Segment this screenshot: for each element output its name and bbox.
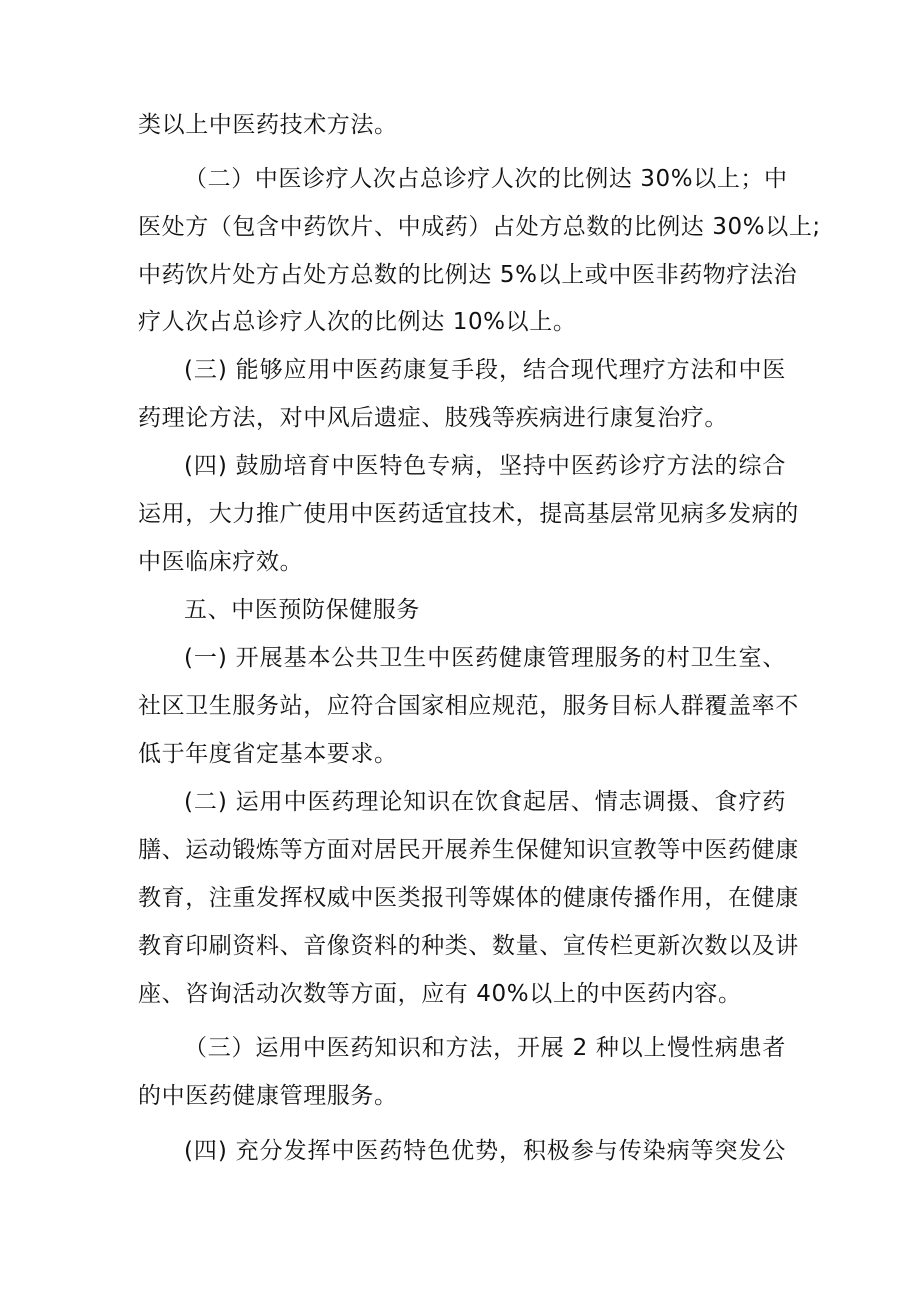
text-line: 疗人次占总诊疗人次的比例达 10%以上。 bbox=[138, 309, 577, 335]
text-line: 膳、运动锻炼等方面对居民开展养生保健知识宣教等中医药健康 bbox=[138, 837, 799, 863]
text-line: 药理论方法，对中风后遗症、肢残等疾病进行康复治疗。 bbox=[138, 405, 728, 431]
text-line: (三) 能够应用中医药康复手段，结合现代理疗方法和中医 bbox=[184, 357, 786, 383]
text-line: 中药饮片处方占处方总数的比例达 5%以上或中医非药物疗法治 bbox=[138, 262, 798, 288]
text-line: 教育，注重发挥权威中医类报刊等媒体的健康传播作用，在健康 bbox=[138, 885, 799, 911]
text-line: 医处方（包含中药饮片、中成药）占处方总数的比例达 30%以上; bbox=[138, 214, 821, 240]
text-line: (四) 鼓励培育中医特色专病，坚持中医药诊疗方法的综合 bbox=[184, 453, 786, 479]
text-line: 类以上中医药技术方法。 bbox=[138, 112, 398, 138]
text-line: 社区卫生服务站，应符合国家相应规范，服务目标人群覆盖率不 bbox=[138, 693, 799, 719]
text-line: (四) 充分发挥中医药特色优势，积极参与传染病等突发公 bbox=[184, 1138, 786, 1164]
text-line: (二) 运用中医药理论知识在饮食起居、情志调摄、食疗药 bbox=[184, 789, 786, 815]
text-line: （三）运用中医药知识和方法，开展 2 种以上慢性病患者 bbox=[184, 1035, 786, 1061]
text-line: 中医临床疗效。 bbox=[138, 549, 304, 575]
text-line: 低于年度省定基本要求。 bbox=[138, 741, 398, 767]
section-heading: 五、中医预防保健服务 bbox=[184, 597, 420, 623]
text-line: 运用，大力推广使用中医药适宜技术，提高基层常见病多发病的 bbox=[138, 501, 799, 527]
text-line: （二）中医诊疗人次占总诊疗人次的比例达 30%以上；中 bbox=[184, 166, 788, 192]
text-line: 的中医药健康管理服务。 bbox=[138, 1083, 398, 1109]
text-line: 座、咨询活动次数等方面，应有 40%以上的中医药内容。 bbox=[138, 981, 742, 1007]
text-line: (一) 开展基本公共卫生中医药健康管理服务的村卫生室、 bbox=[184, 645, 786, 671]
text-line: 教育印刷资料、音像资料的种类、数量、宣传栏更新次数以及讲 bbox=[138, 933, 799, 959]
